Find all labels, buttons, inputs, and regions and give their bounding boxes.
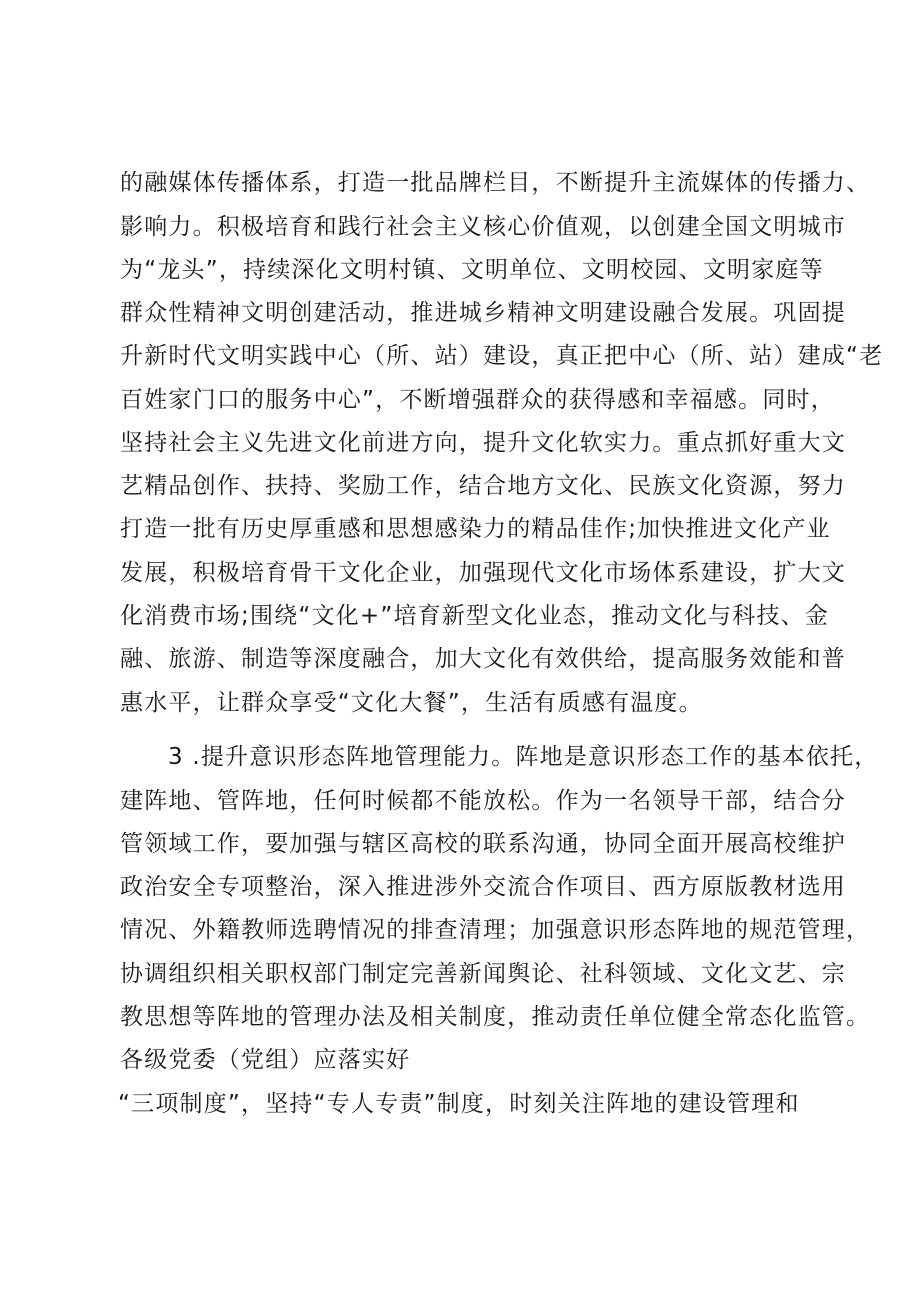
text-line: 影响力。积极培育和践行社会主义核心价值观，以创建全国文明城市 (120, 214, 846, 240)
text-line: 建阵地、管阵地，任何时候都不能放松。作为一名领导干部，结合分 (120, 788, 846, 814)
text-line: 化消费市场;围绕“文化+”培育新型文化业态，推动文化与科技、金 (120, 603, 830, 629)
text-line: 百姓家门口的服务中心”，不断增强群众的获得感和幸福感。同时， (120, 387, 835, 413)
section-heading-line: 3 .提升意识形态阵地管理能力。阵地是意识形态工作的基本依托， (168, 744, 879, 770)
text-line: 情况、外籍教师选聘情况的排查清理；加强意识形态阵地的规范管理， (120, 917, 871, 943)
text-line: 政治安全专项整治，深入推进涉外交流合作项目、西方原版教材选用 (120, 874, 846, 900)
text-line: 各级党委（党组）应落实好 (120, 1047, 411, 1073)
text-line: 升新时代文明实践中心（所、站）建设，真正把中心（所、站）建成“老 (120, 343, 884, 369)
text-line: 惠水平，让群众享受“文化大餐”，生活有质感有温度。 (120, 690, 703, 716)
text-line: 群众性精神文明创建活动，推进城乡精神文明建设融合发展。巩固提 (120, 300, 846, 326)
text-line: 教思想等阵地的管理办法及相关制度，推动责任单位健全常态化监管。 (120, 1004, 871, 1030)
text-line: 协调组织相关职权部门制定完善新闻舆论、社科领域、文化文艺、宗 (120, 961, 846, 987)
text-line: “三项制度”，坚持“专人专责”制度，时刻关注阵地的建设管理和 (118, 1091, 800, 1117)
text-line: 发展，积极培育骨干文化企业，加强现代文化市场体系建设，扩大文 (120, 560, 846, 586)
text-line: 为“龙头”，持续深化文明村镇、文明单位、文明校园、文明家庭等 (120, 257, 824, 283)
text-line: 打造一批有历史厚重感和思想感染力的精品佳作;加快推进文化产业 (120, 516, 831, 542)
text-line: 艺精品创作、扶持、奖励工作，结合地方文化、民族文化资源，努力 (120, 473, 846, 499)
text-line: 坚持社会主义先进文化前进方向，提升文化软实力。重点抓好重大文 (120, 430, 846, 456)
text-line: 管领域工作，要加强与辖区高校的联系沟通，协同全面开展高校维护 (120, 831, 846, 857)
text-line: 的融媒体传播体系，打造一批品牌栏目，不断提升主流媒体的传播力、 (120, 170, 871, 196)
text-line: 融、旅游、制造等深度融合，加大文化有效供给，提高服务效能和普 (120, 646, 846, 672)
